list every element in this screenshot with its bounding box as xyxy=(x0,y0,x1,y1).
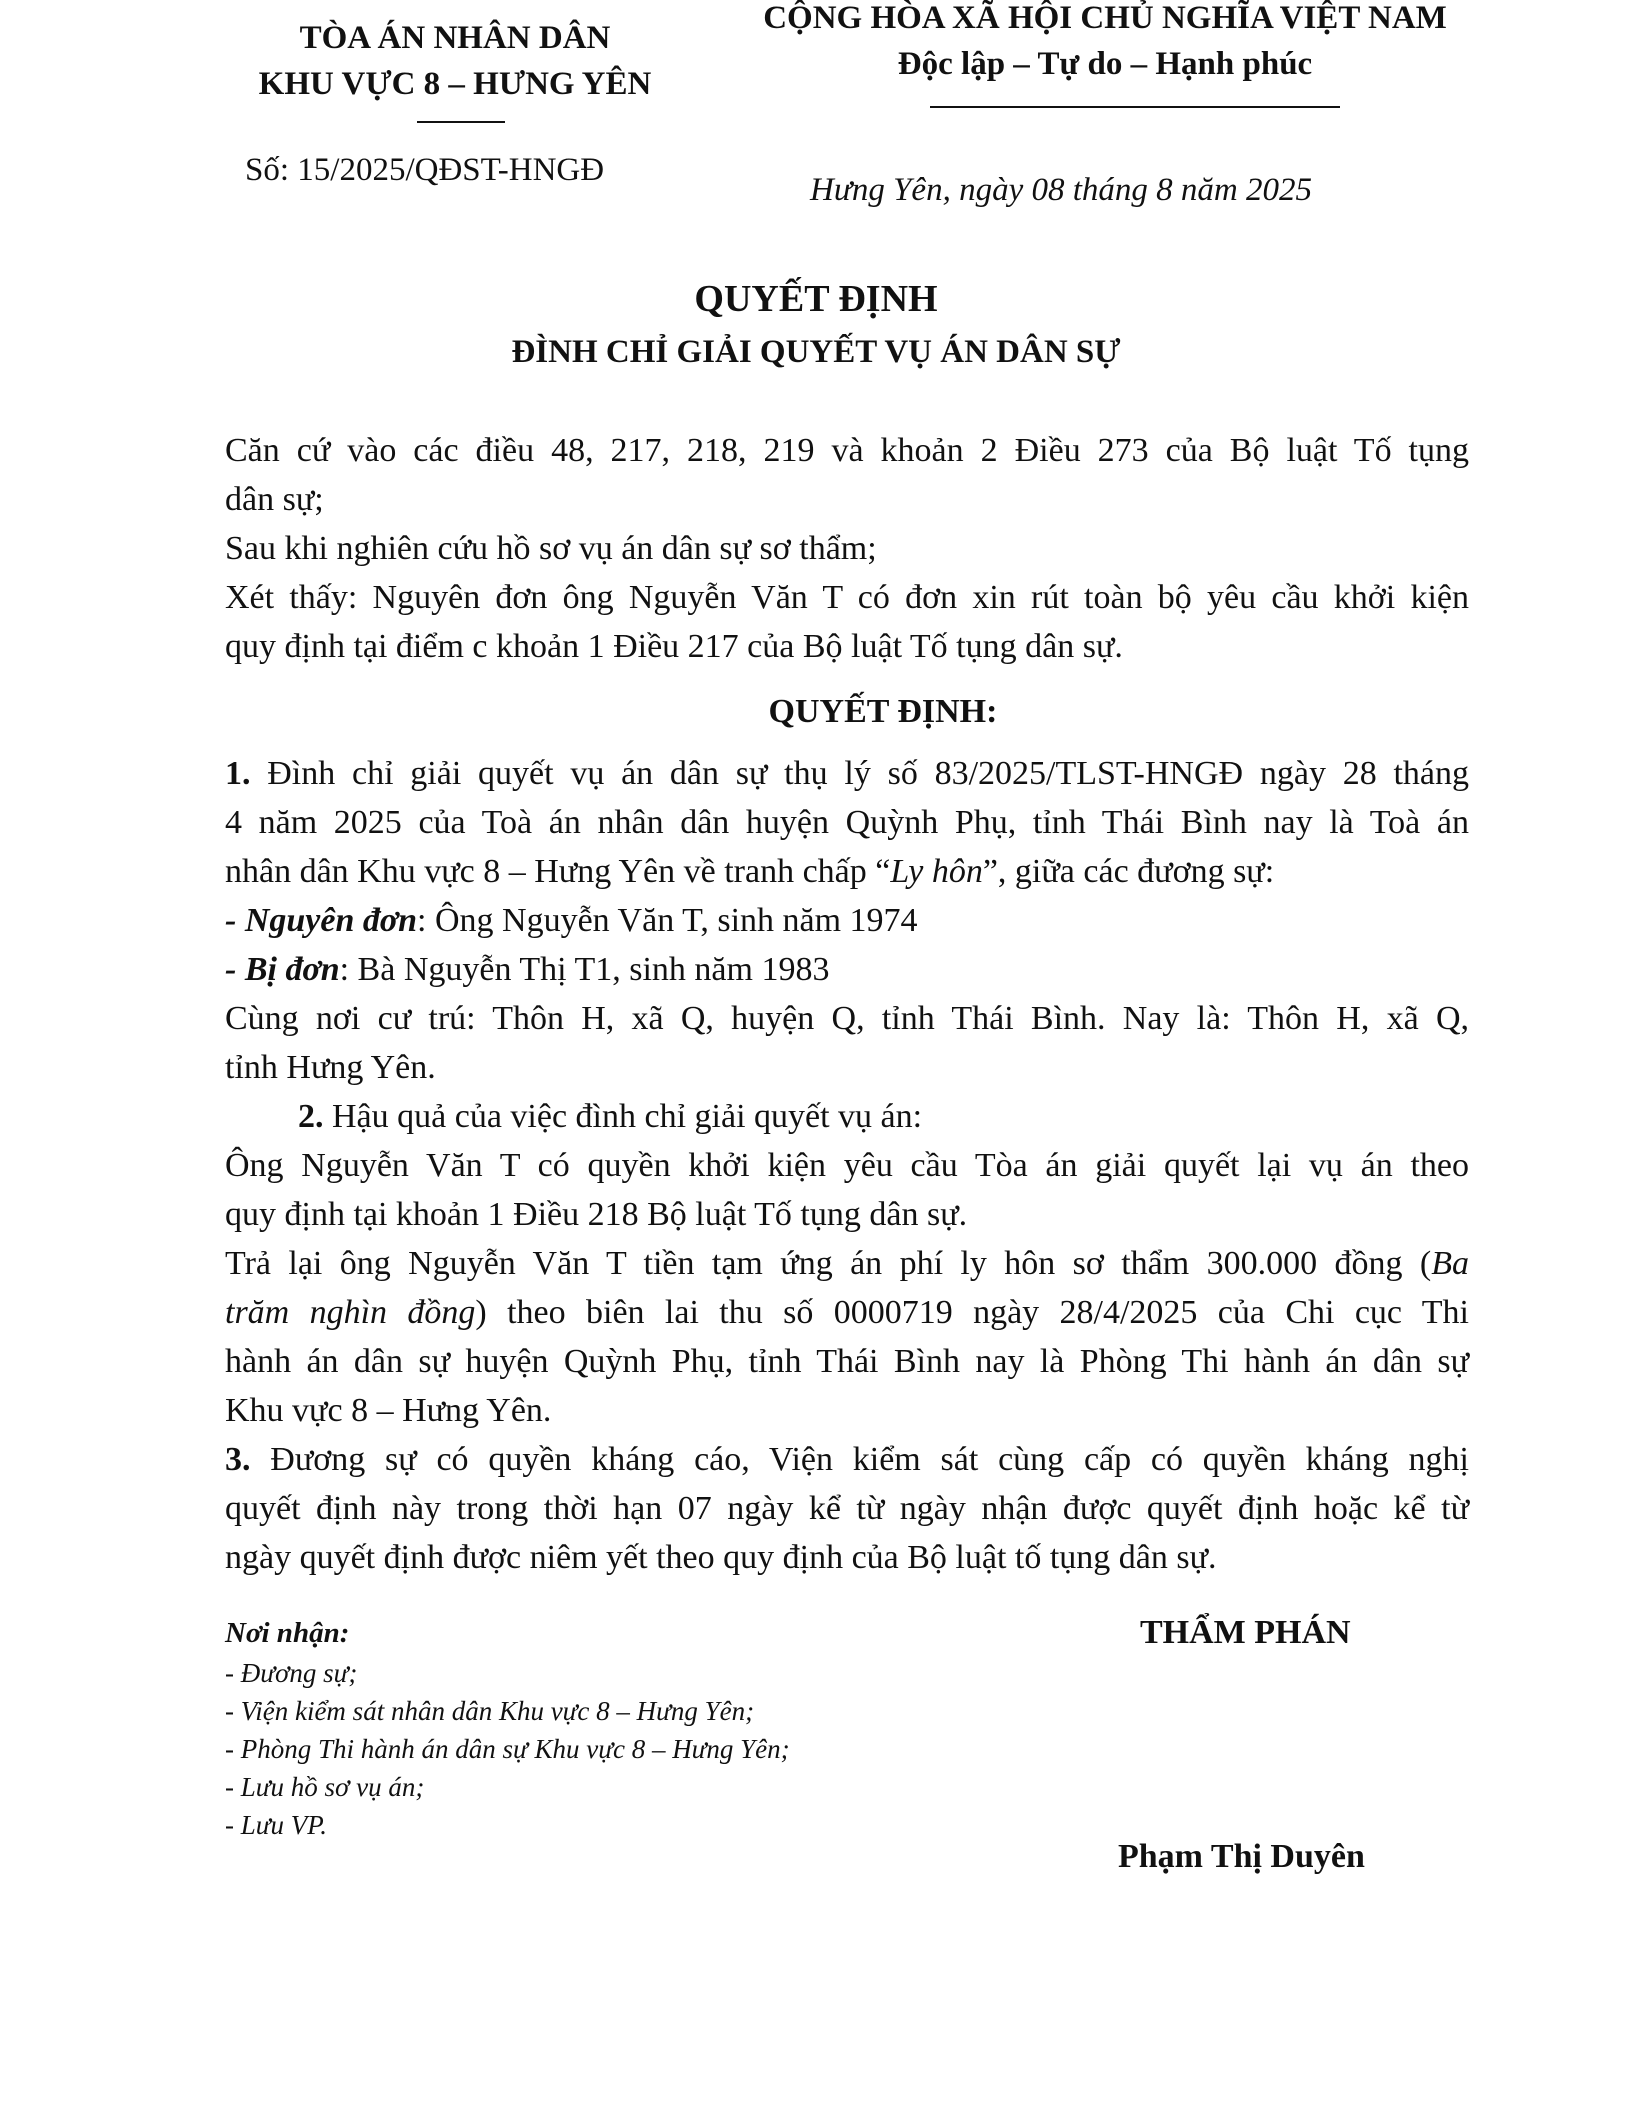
item3-text: Đương sự có quyền kháng cáo, Viện kiểm sát cùng cấp có quyền kháng nghị xyxy=(250,1441,1469,1478)
item2-line: quy định tại khoản 1 Điều 218 Bộ luật Tố tụng dân sự. xyxy=(225,1196,968,1233)
item1-text: nhân dân Khu vực 8 – Hưng Yên về tranh chấp “ xyxy=(225,853,891,890)
place-date: Hưng Yên, ngày 08 tháng 8 năm 2025 xyxy=(810,172,1312,208)
court-name-underline xyxy=(417,121,505,123)
plaintiff-label: - Nguyên đơn xyxy=(225,902,418,939)
preamble-line: dân sự; xyxy=(225,481,324,518)
preamble-line: Sau khi nghiên cứu hồ sơ vụ án dân sự sơ thẩm; xyxy=(225,530,877,567)
item2-line xyxy=(225,1294,1469,1332)
amount-in-words: trăm nghìn đồng xyxy=(225,1294,476,1331)
preamble-line: Căn cứ vào các điều 48, 217, 218, 219 và khoản 2 Điều 273 của Bộ luật Tố tụng xyxy=(225,432,1469,469)
recipient-item: - Lưu VP. xyxy=(225,1810,327,1840)
item2-heading-text: Hậu quả của việc đình chỉ giải quyết vụ án: xyxy=(323,1098,923,1135)
item2-text: ) theo biên lai thu số 0000719 ngày 28/4/2025 của Chi cục Thi xyxy=(475,1294,1469,1331)
item1-text: Đình chỉ giải quyết vụ án dân sự thụ lý số 83/2025/TLST-HNGĐ ngày 28 tháng xyxy=(250,755,1469,792)
plaintiff-text: : Ông Nguyễn Văn T, sinh năm 1974 xyxy=(417,902,918,939)
preamble-line: quy định tại điểm c khoản 1 Điều 217 của Bộ luật Tố tụng dân sự. xyxy=(225,628,1123,665)
document-number: Số: 15/2025/QĐST-HNGĐ xyxy=(245,152,605,188)
document-subtitle: ĐÌNH CHỈ GIẢI QUYẾT VỤ ÁN DÂN SỰ xyxy=(511,334,1121,370)
defendant-label: - Bị đơn xyxy=(225,951,340,988)
item3-line: ngày quyết định được niêm yết theo quy định của Bộ luật tố tụng dân sự. xyxy=(225,1539,1217,1576)
case-type: Ly hôn xyxy=(890,853,983,890)
court-name-line2: KHU VỰC 8 – HƯNG YÊN xyxy=(258,66,652,102)
amount-in-words: Ba xyxy=(1431,1245,1469,1282)
item1-line xyxy=(225,755,1469,793)
item1-line xyxy=(225,853,1469,891)
item2-line: hành án dân sự huyện Quỳnh Phụ, tỉnh Thái Bình nay là Phòng Thi hành án dân sự xyxy=(225,1343,1469,1380)
defendant-text: : Bà Nguyễn Thị T1, sinh năm 1983 xyxy=(339,951,830,988)
item2-line: Khu vực 8 – Hưng Yên. xyxy=(225,1392,552,1429)
decision-heading: QUYẾT ĐỊNH: xyxy=(768,693,998,730)
item3-line: quyết định này trong thời hạn 07 ngày kể từ ngày nhận được quyết định hoặc kể từ xyxy=(225,1490,1469,1527)
signer-name: Phạm Thị Duyên xyxy=(1118,1838,1365,1875)
document-title: QUYẾT ĐỊNH xyxy=(694,278,938,320)
item3-line xyxy=(225,1441,1469,1479)
plaintiff-line xyxy=(225,902,1469,940)
recipient-item: - Phòng Thi hành án dân sự Khu vực 8 – Hưng Yên; xyxy=(225,1734,790,1764)
defendant-line xyxy=(225,951,1469,989)
court-name-line1: TÒA ÁN NHÂN DÂN xyxy=(299,20,611,56)
item2-text: Trả lại ông Nguyễn Văn T tiền tạm ứng án phí ly hôn sơ thẩm 300.000 đồng ( xyxy=(225,1245,1432,1282)
item1-text: ”, giữa các đương sự: xyxy=(982,853,1275,890)
country-name: CỘNG HÒA XÃ HỘI CHỦ NGHĨA VIỆT NAM xyxy=(763,0,1447,36)
country-motto-underline xyxy=(930,106,1340,108)
signer-role: THẨM PHÁN xyxy=(1140,1614,1351,1651)
recipients-heading: Nơi nhận: xyxy=(225,1617,350,1649)
item1-line: 4 năm 2025 của Toà án nhân dân huyện Quỳnh Phụ, tỉnh Thái Bình nay là Toà án xyxy=(225,804,1469,841)
residence-line: Cùng nơi cư trú: Thôn H, xã Q, huyện Q, tỉnh Thái Bình. Nay là: Thôn H, xã Q, xyxy=(225,1000,1469,1037)
item1-number: 1. xyxy=(225,755,251,792)
residence-line: tỉnh Hưng Yên. xyxy=(225,1049,436,1086)
recipient-item: - Lưu hồ sơ vụ án; xyxy=(225,1772,425,1802)
item2-heading xyxy=(298,1098,1542,1136)
item2-number: 2. xyxy=(298,1098,324,1135)
item3-number: 3. xyxy=(225,1441,251,1478)
item2-line xyxy=(225,1245,1469,1283)
preamble-line: Xét thấy: Nguyên đơn ông Nguyễn Văn T có đơn xin rút toàn bộ yêu cầu khởi kiện xyxy=(225,579,1469,616)
country-motto: Độc lập – Tự do – Hạnh phúc xyxy=(897,46,1313,82)
item2-line: Ông Nguyễn Văn T có quyền khởi kiện yêu cầu Tòa án giải quyết lại vụ án theo xyxy=(225,1147,1469,1184)
recipient-item: - Viện kiểm sát nhân dân Khu vực 8 – Hưng Yên; xyxy=(225,1696,755,1726)
recipient-item: - Đương sự; xyxy=(225,1658,358,1688)
